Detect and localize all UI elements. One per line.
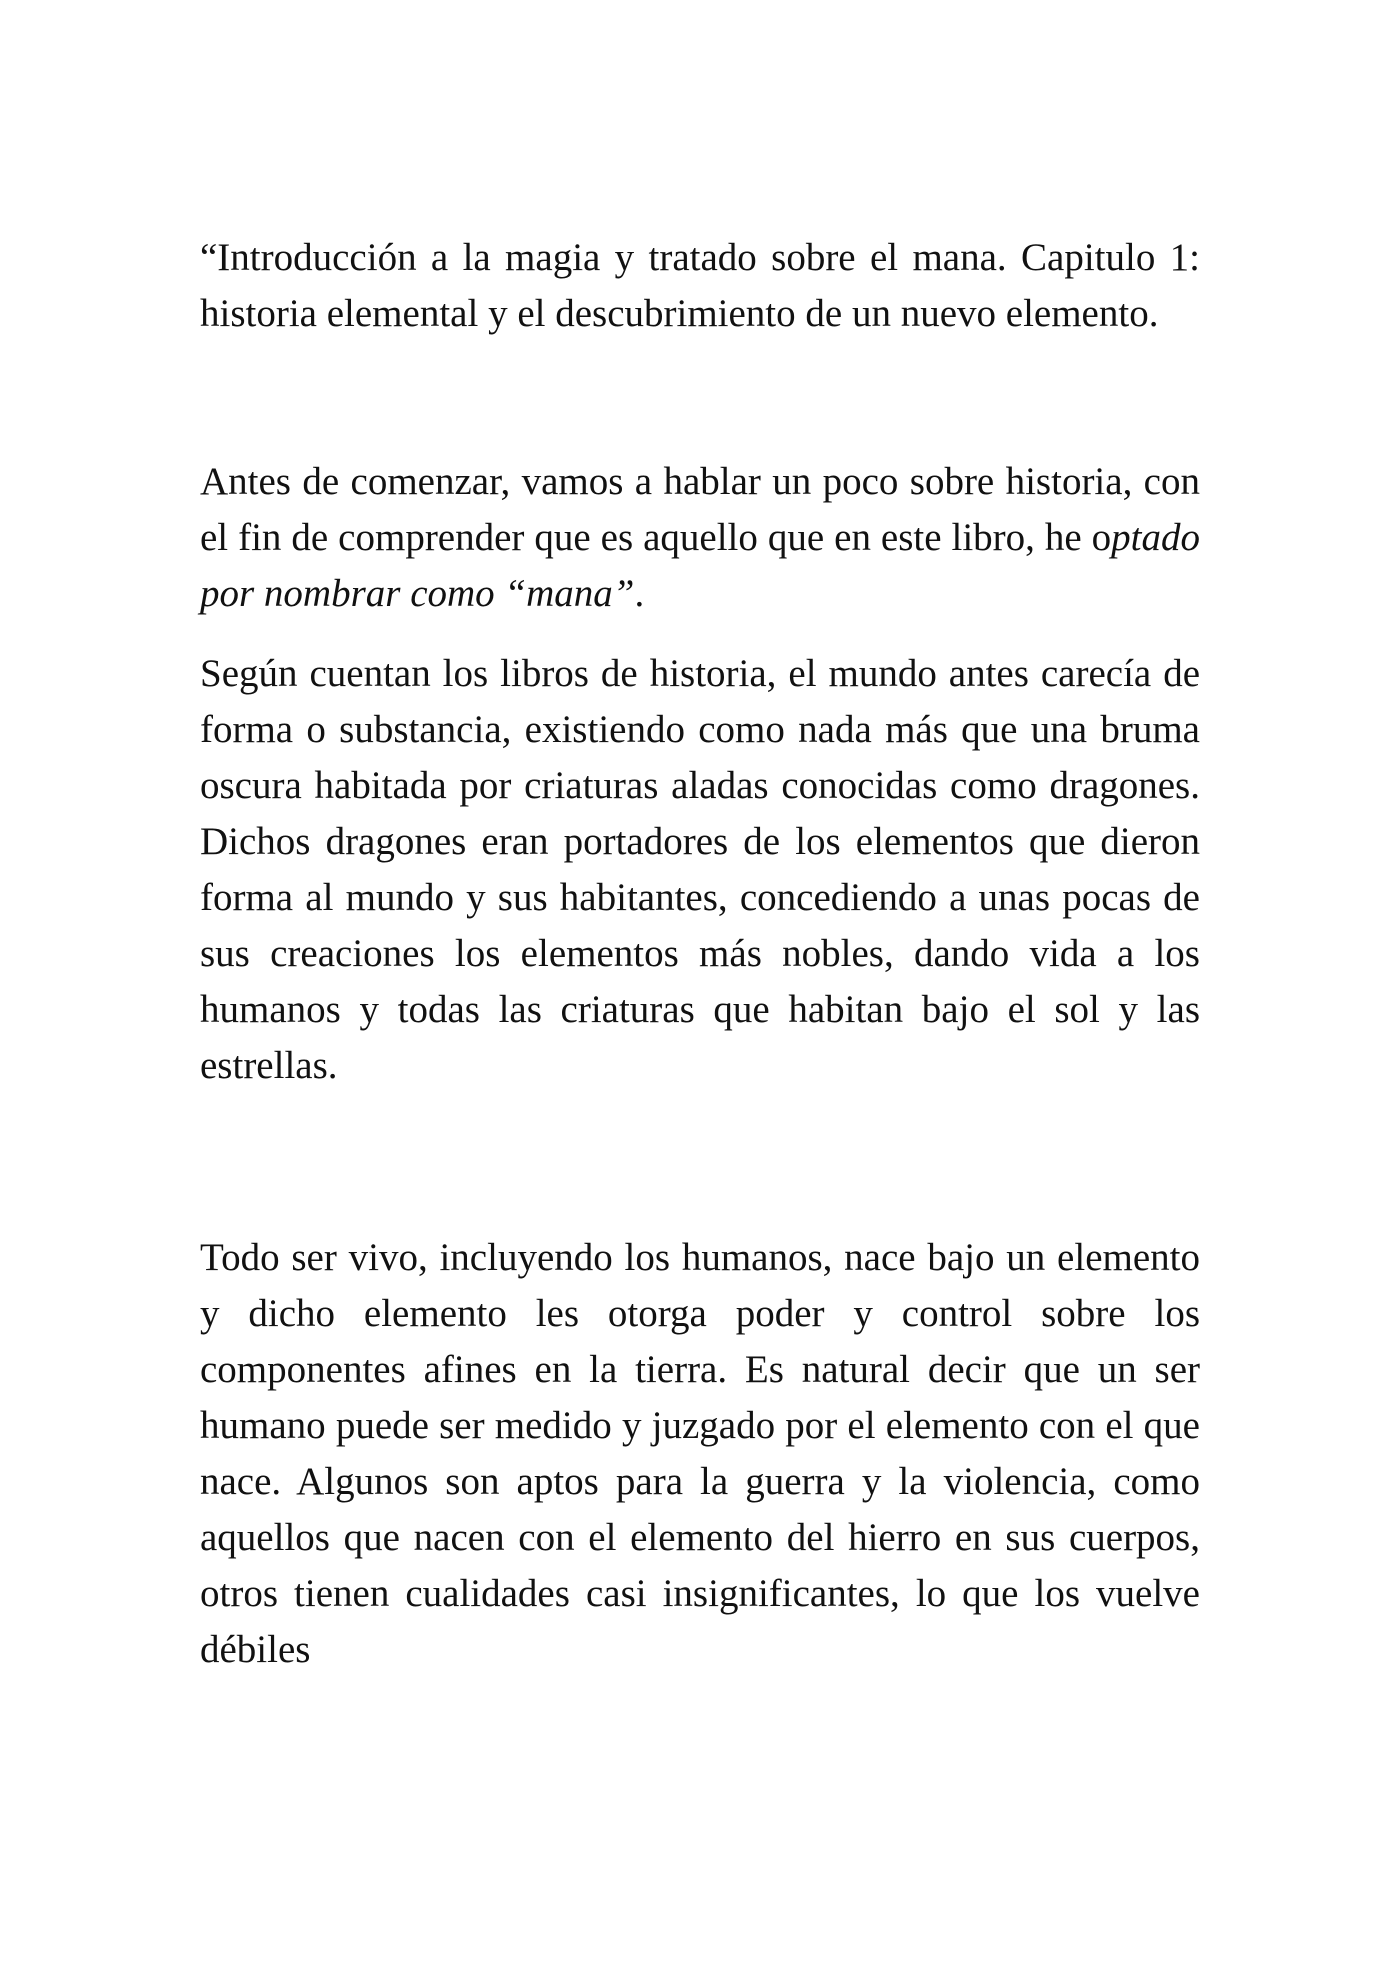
chapter-heading: “Introducción a la magia y tratado sobre el mana. Capitulo 1: historia elemental y el descubrimiento de un nuevo elemento. (200, 236, 1200, 335)
intro-text: Antes de comenzar, vamos a hablar un poco sobre historia, con el fin de comprender que es aquello que en este libro, he o (200, 460, 1200, 559)
intro-end: . (634, 572, 645, 615)
intro-paragraph (200, 454, 1200, 622)
intro-italic-text: ptado por nombrar como “mana” (200, 516, 1200, 615)
history-paragraph: Según cuentan los libros de historia, el mundo antes carecía de forma o substancia, existiendo como nada más que una bruma oscura habitada por criaturas aladas conocidas como dragones. Dichos dragones eran portadores de los elementos que dieron forma al mundo y sus habitantes, concediendo a unas pocas de sus creaciones los elementos más nobles, dando vida a los humanos y todas las criaturas que habitan bajo el sol y las estrellas. (200, 652, 1200, 1087)
document-page (200, 230, 1200, 1678)
elements-paragraph: Todo ser vivo, incluyendo los humanos, nace bajo un elemento y dicho elemento les otorga poder y control sobre los componentes afines en la tierra. Es natural decir que un ser humano puede ser medido y juzgado por el elemento con el que nace. Algunos son aptos para la guerra y la violencia, como aquellos que nacen con el elemento del hierro en sus cuerpos, otros tienen cualidades casi insignificantes, lo que los vuelve débiles (200, 1236, 1200, 1671)
